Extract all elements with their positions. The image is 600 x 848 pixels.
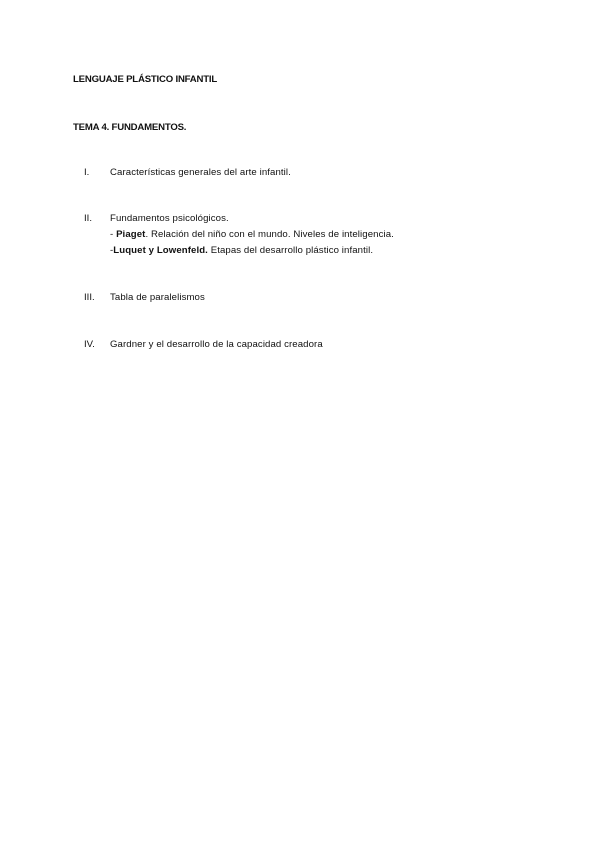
sub-item-prefix: - xyxy=(110,245,114,256)
list-item-body xyxy=(110,214,394,262)
sub-item-piaget xyxy=(110,230,394,246)
section-title: TEMA 4. FUNDAMENTOS. xyxy=(73,122,187,133)
sub-item-description: . Relación del niño con el mundo. Niveles de inteligencia. xyxy=(145,229,394,240)
sub-item-author: Luquet y Lowenfeld. xyxy=(113,245,208,256)
sub-item-description: Etapas del desarrollo plástico infantil. xyxy=(207,245,374,256)
list-item-body xyxy=(110,293,205,309)
list-item-text: Tabla de paralelismos xyxy=(110,292,205,303)
list-numeral: I. xyxy=(84,167,90,178)
list-item-body xyxy=(110,168,291,184)
list-item-text: Características generales del arte infantil. xyxy=(110,167,291,178)
list-numeral: IV. xyxy=(84,339,95,350)
sub-item-author: Piaget xyxy=(116,229,146,240)
list-item-text: Gardner y el desarrollo de la capacidad creadora xyxy=(110,339,323,350)
list-numeral: III. xyxy=(84,292,95,303)
list-item-text: Fundamentos psicológicos. xyxy=(110,213,229,224)
list-item-body xyxy=(110,340,323,356)
list-numeral: II. xyxy=(84,213,92,224)
sub-item-luquet-lowenfeld xyxy=(110,246,394,262)
document-title: LENGUAJE PLÁSTICO INFANTIL xyxy=(73,74,218,85)
sub-item-prefix: - xyxy=(110,229,117,240)
